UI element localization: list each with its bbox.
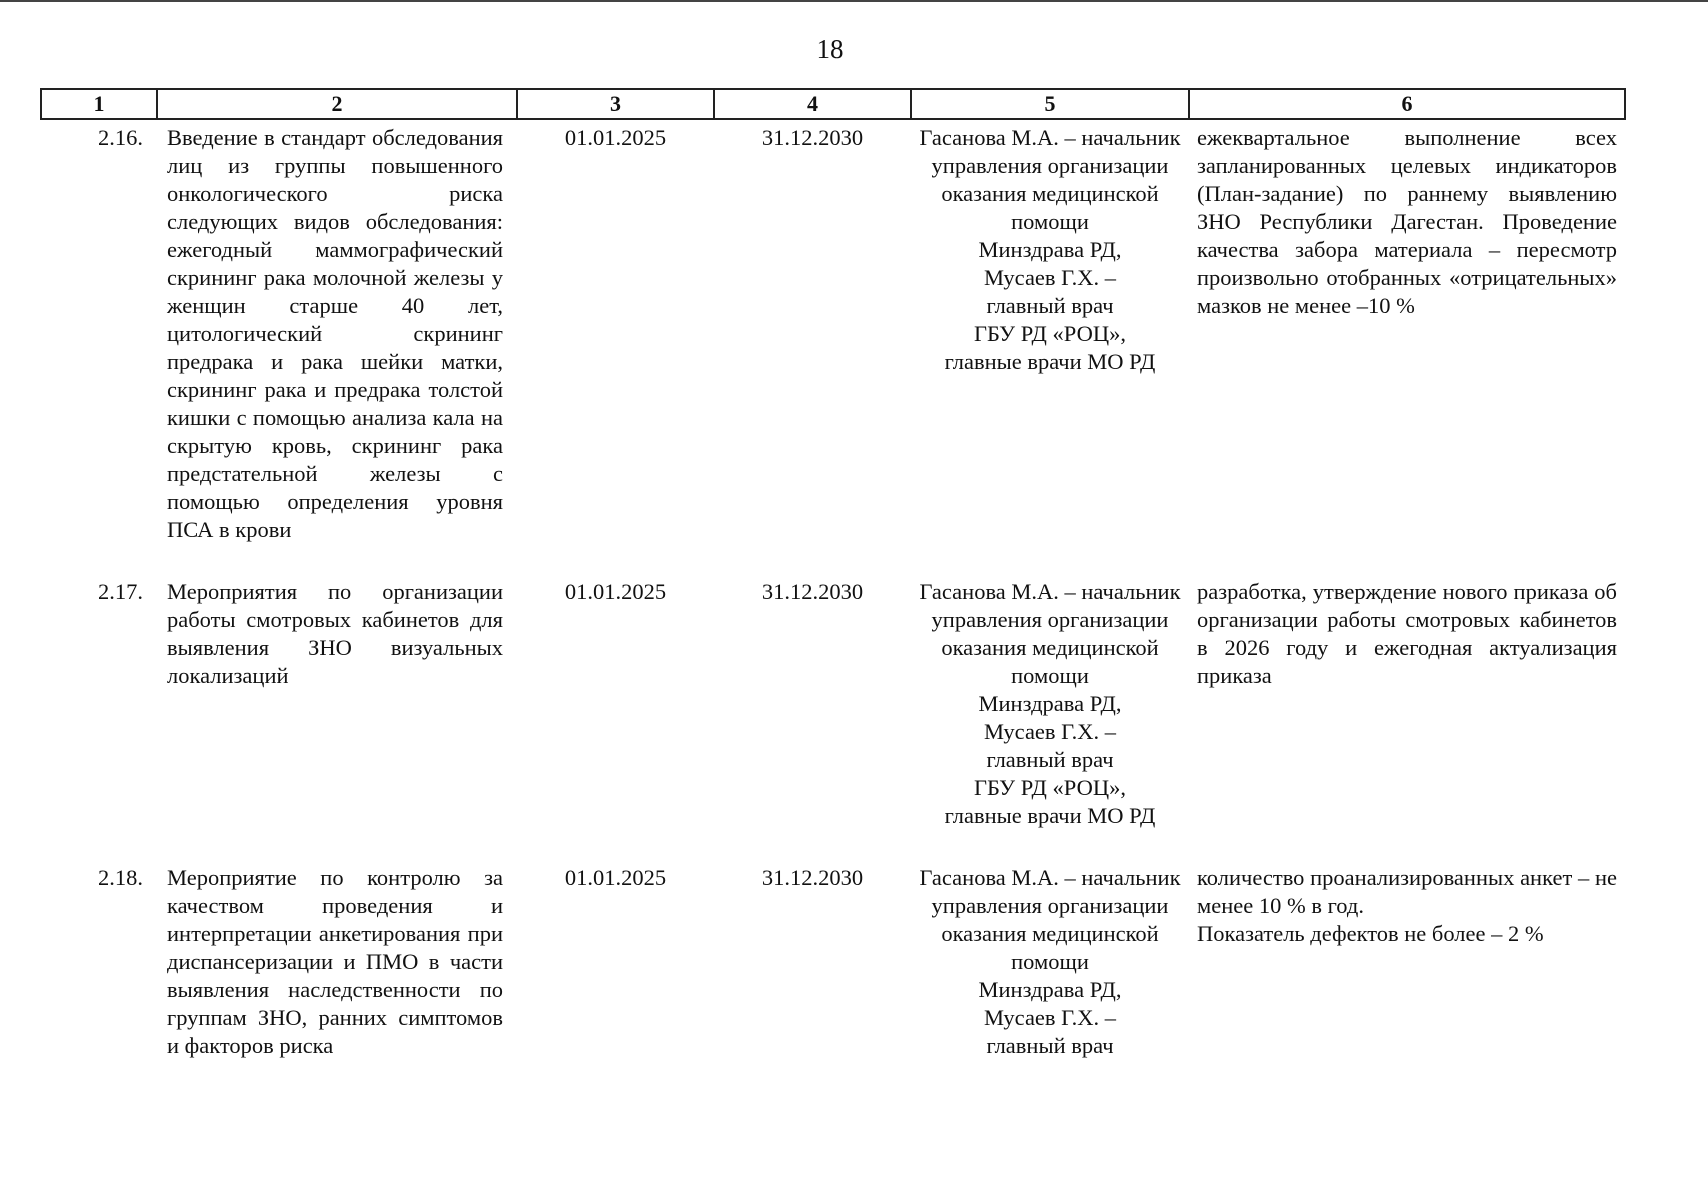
expected-result: разработка, утверждение нового приказа об организации работы смотровых кабинетов в 2026 году и ежегодная актуализация приказа — [1197, 579, 1617, 688]
item-number: 2.18. — [98, 865, 143, 890]
responsible-line: ГБУ РД «РОЦ», — [974, 321, 1126, 346]
responsible-line: Мусаев Г.Х. – — [983, 1005, 1117, 1030]
result-line: Показатель дефектов не более – 2 % — [1197, 921, 1544, 946]
column-header-1: 1 — [41, 89, 157, 119]
responsible-line: главный врач — [986, 293, 1114, 318]
start-date: 01.01.2025 — [564, 579, 667, 604]
item-number: 2.17. — [98, 579, 143, 604]
end-date: 31.12.2030 — [761, 579, 864, 604]
start-date: 01.01.2025 — [564, 865, 667, 890]
column-header-6: 6 — [1189, 89, 1625, 119]
end-date: 31.12.2030 — [761, 125, 864, 150]
table-row — [41, 119, 1625, 574]
table-row — [41, 574, 1625, 860]
responsible-line: Минздрава РД, — [978, 237, 1122, 262]
column-header-2: 2 — [157, 89, 517, 119]
item-number: 2.16. — [98, 125, 143, 150]
expected-result — [1189, 860, 1625, 1090]
page-number: 18 — [816, 34, 844, 64]
page-top-edge — [0, 0, 1708, 2]
responsible-line: главные врачи МО РД — [944, 349, 1156, 374]
table-row — [41, 860, 1625, 1090]
responsible-line: главный врач — [986, 1033, 1114, 1058]
measure-title: Мероприятие по контролю за качеством проведения и интерпретации анкетирования при диспансеризации и ПМО в части выявления наследственности по группам ЗНО, ранних симптомов и факторов риска — [167, 865, 503, 1058]
column-header-3: 3 — [517, 89, 714, 119]
start-date: 01.01.2025 — [564, 125, 667, 150]
responsible-line: ГБУ РД «РОЦ», — [974, 775, 1126, 800]
responsible-line: главный врач — [986, 747, 1114, 772]
responsible-line: Гасанова М.А. – начальник управления организации оказания медицинской помощи — [919, 865, 1181, 974]
responsible-persons — [911, 860, 1189, 1090]
measures-table — [40, 88, 1626, 1090]
column-header-5: 5 — [911, 89, 1189, 119]
measure-title: Введение в стандарт обследования лиц из группы повышенного онкологического риска следующих видов обследования: ежегодный маммографический скрининг рака молочной железы у женщин старше 40 лет, цитологический скрининг предрака и рака шейки матки, скрининг рака и предрака толстой кишки с помощью анализа кала на скрытую кровь, скрининг рака предстательной железы с помощью определения уровня ПСА в крови — [167, 125, 503, 542]
end-date: 31.12.2030 — [761, 865, 864, 890]
measure-title: Мероприятия по организации работы смотровых кабинетов для выявления ЗНО визуальных локализаций — [167, 579, 503, 688]
responsible-line: Мусаев Г.Х. – — [983, 265, 1117, 290]
expected-result: ежеквартальное выполнение всех запланированных целевых индикаторов (План-задание) по раннему выявлению ЗНО Республики Дагестан. Проведение качества забора материала – пересмотр произвольно отобранных «отрицательных» мазков не менее –10 % — [1197, 125, 1617, 318]
responsible-persons — [911, 119, 1189, 574]
responsible-line: Мусаев Г.Х. – — [983, 719, 1117, 744]
responsible-line: Минздрава РД, — [978, 977, 1122, 1002]
column-header-4: 4 — [714, 89, 911, 119]
result-line: количество проанализированных анкет – не менее 10 % в год. — [1197, 865, 1617, 918]
table-header — [41, 89, 1625, 119]
responsible-line: Минздрава РД, — [978, 691, 1122, 716]
responsible-line: Гасанова М.А. – начальник управления организации оказания медицинской помощи — [919, 579, 1181, 688]
responsible-line: главные врачи МО РД — [944, 803, 1156, 828]
responsible-persons — [911, 574, 1189, 860]
responsible-line: Гасанова М.А. – начальник управления организации оказания медицинской помощи — [919, 125, 1181, 234]
